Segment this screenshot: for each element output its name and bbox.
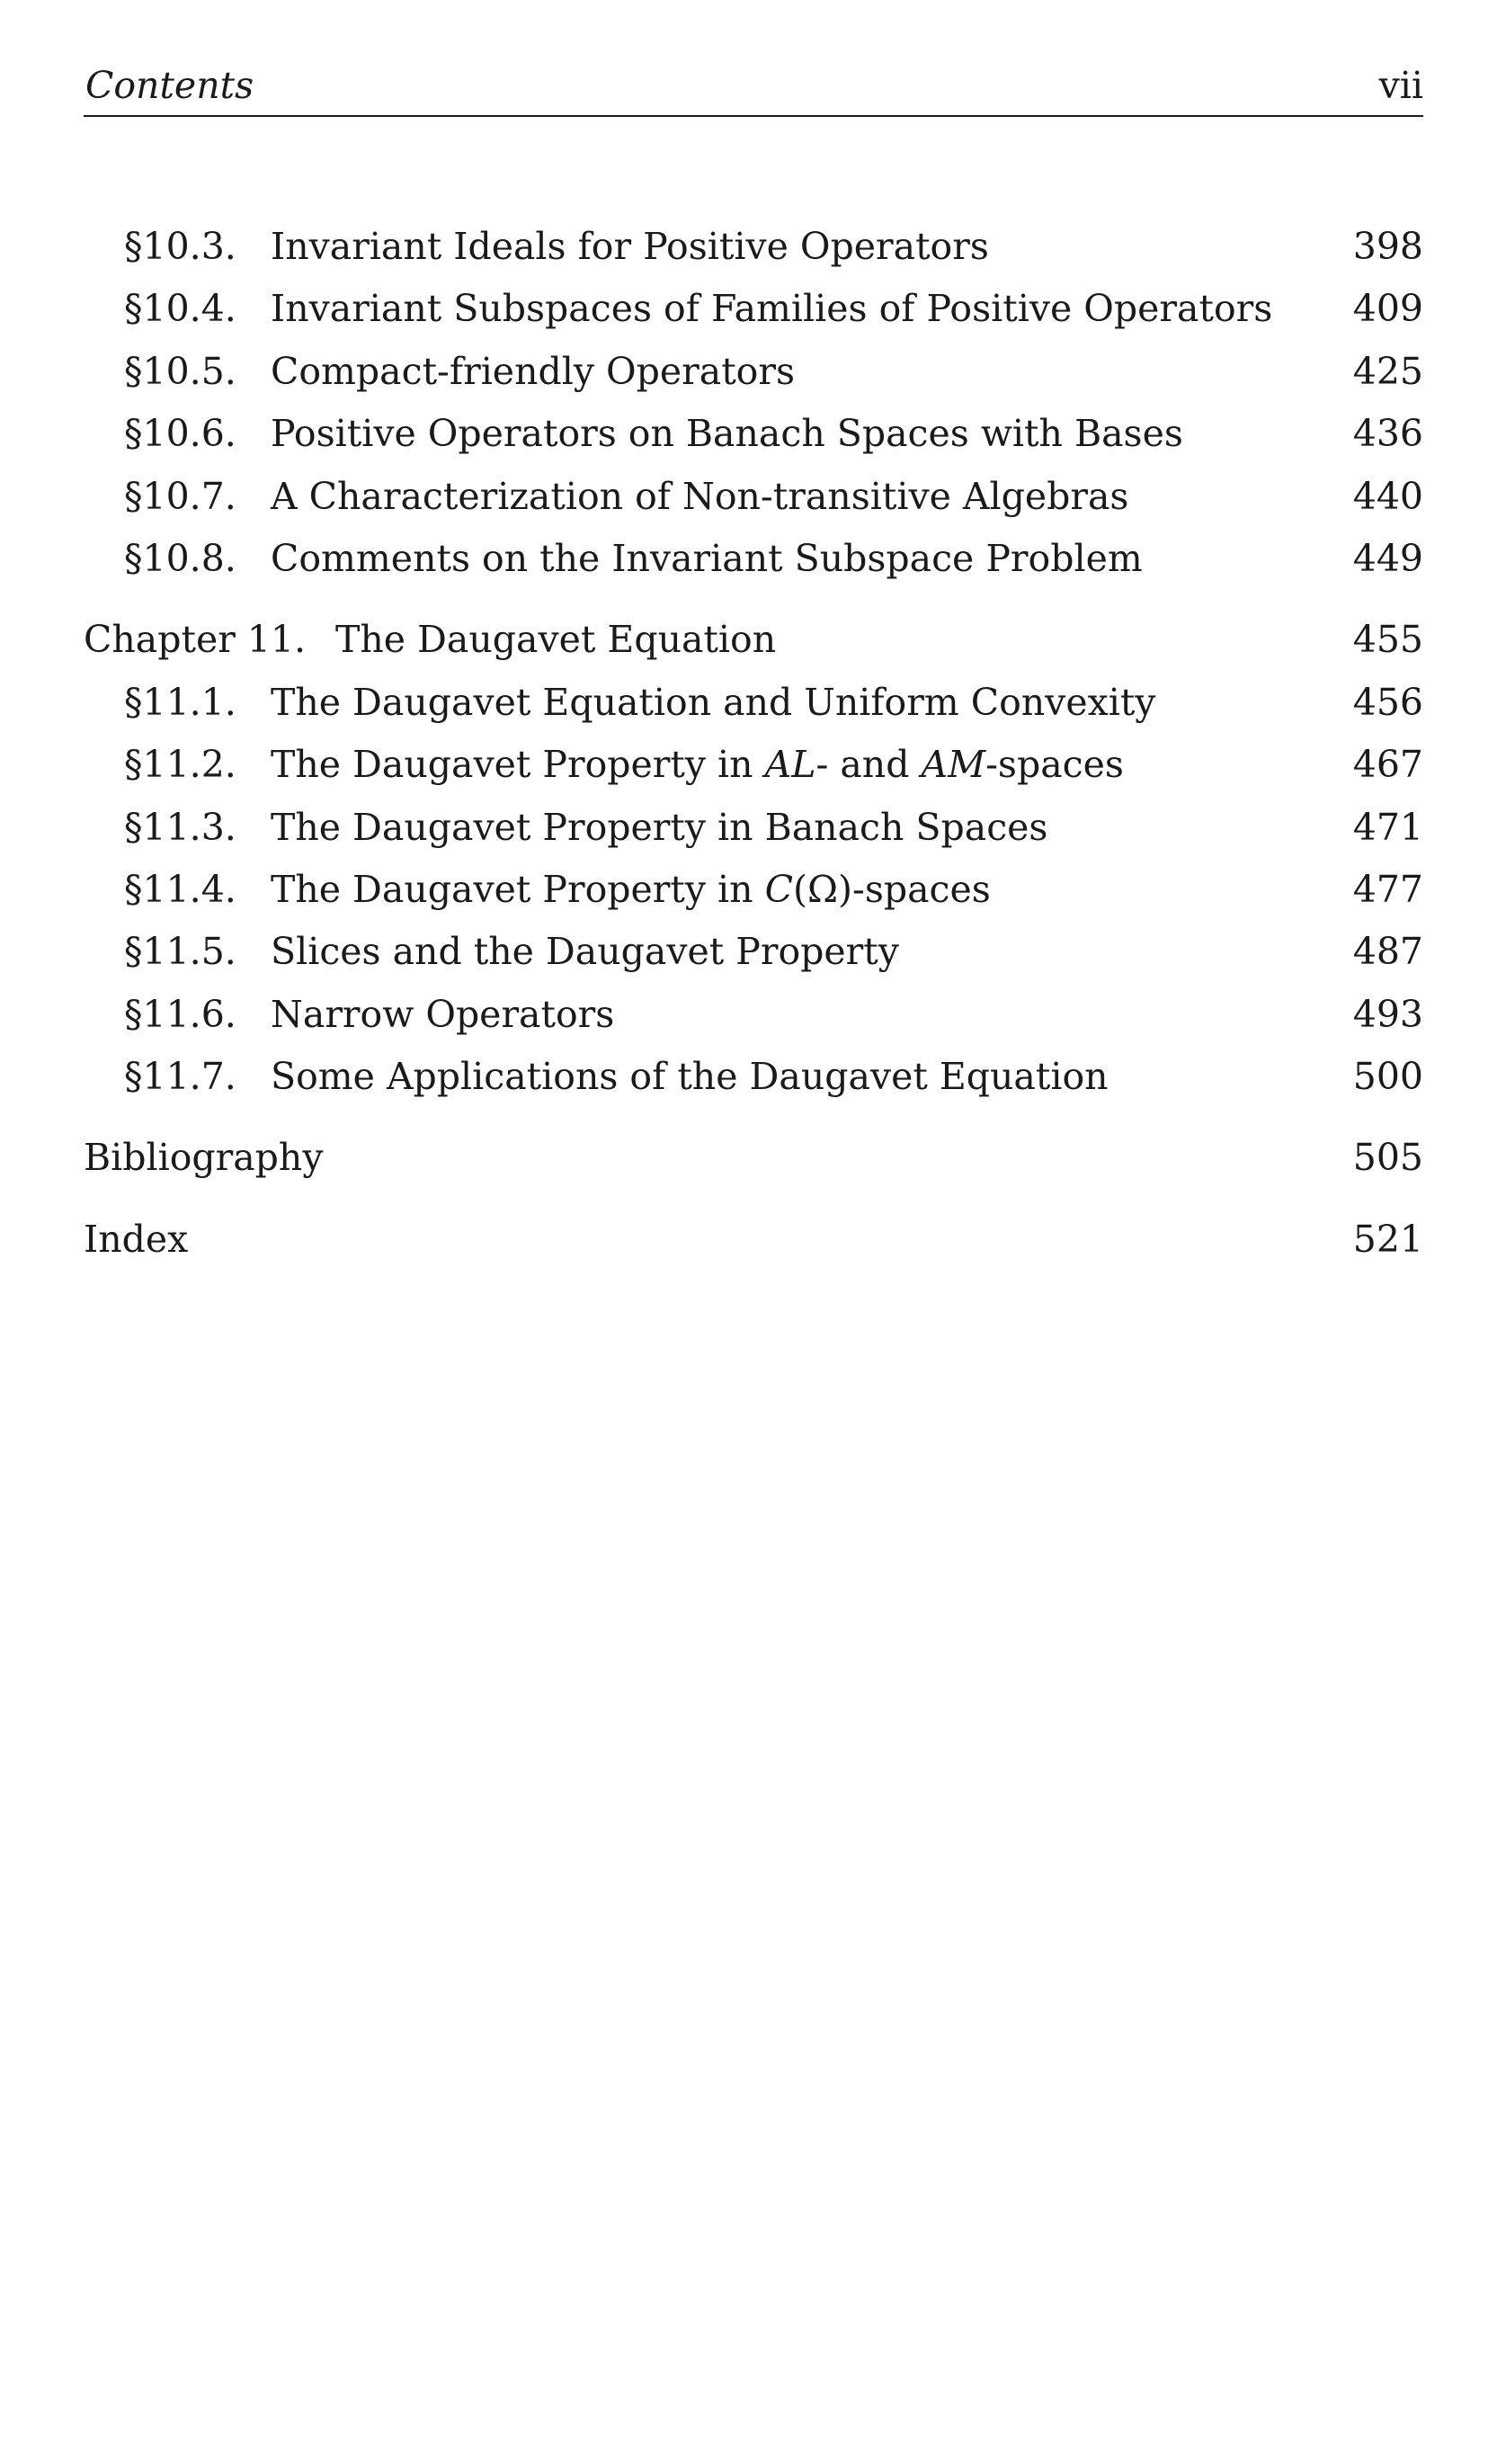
- title-part: The Daugavet Property in: [271, 867, 765, 911]
- section-title: [271, 734, 1124, 796]
- section-number: §10.6.: [124, 412, 236, 456]
- toc-entry-11-2: [84, 734, 1423, 796]
- chapter-label: Chapter 11.: [84, 618, 307, 662]
- section-title: [271, 859, 991, 921]
- title-math-al: AL: [764, 743, 816, 787]
- section-title: Slices and the Daugavet Property: [271, 930, 899, 974]
- title-math-am: AM: [921, 743, 986, 787]
- running-head-page-number: vii: [1378, 64, 1423, 107]
- toc-entry-11-5: [84, 921, 1423, 983]
- section-page: 456: [1352, 680, 1423, 724]
- running-head-title: Contents: [85, 64, 254, 107]
- section-title: A Characterization of Non-transitive Algebras: [271, 474, 1129, 518]
- section-number: §10.4.: [124, 287, 236, 331]
- section-title: The Daugavet Equation and Uniform Convexity: [271, 680, 1156, 724]
- section-title: The Daugavet Property in Banach Spaces: [271, 805, 1048, 849]
- section-title: Invariant Ideals for Positive Operators: [271, 225, 989, 268]
- entry-title: Index: [84, 1217, 189, 1261]
- section-number: §11.7.: [124, 1055, 236, 1099]
- chapter-title: The Daugavet Equation: [335, 618, 777, 662]
- entry-page: 505: [1352, 1136, 1423, 1180]
- section-page: 500: [1352, 1055, 1423, 1099]
- section-title: Invariant Subspaces of Families of Positive Operators: [271, 287, 1273, 331]
- section-number: §11.3.: [124, 805, 236, 849]
- title-part: - and: [815, 743, 922, 787]
- section-number: §11.2.: [124, 743, 236, 787]
- section-title: Compact-friendly Operators: [271, 349, 795, 393]
- running-head: [84, 61, 1423, 117]
- section-title: Some Applications of the Daugavet Equation: [271, 1055, 1109, 1099]
- section-number: §11.1.: [124, 680, 236, 724]
- table-of-contents: [84, 216, 1423, 1271]
- chapter-page: 455: [1352, 618, 1423, 662]
- toc-entry-10-8: [84, 528, 1423, 590]
- section-page: 436: [1352, 412, 1423, 456]
- toc-chapter-11: [84, 609, 1423, 671]
- section-number: §11.6.: [124, 992, 236, 1036]
- toc-entry-10-4: [84, 278, 1423, 340]
- toc-entry-10-3: [84, 216, 1423, 278]
- title-part: (Ω)-spaces: [792, 867, 991, 911]
- section-page: 440: [1352, 474, 1423, 518]
- toc-entry-10-6: [84, 403, 1423, 465]
- toc-index: [84, 1209, 1423, 1271]
- toc-entry-11-1: [84, 672, 1423, 734]
- toc-entry-11-4: [84, 859, 1423, 921]
- section-page: 487: [1352, 930, 1423, 974]
- title-math-c: C: [764, 867, 793, 911]
- toc-entry-11-3: [84, 797, 1423, 859]
- section-page: 477: [1352, 867, 1423, 911]
- section-number: §10.5.: [124, 349, 236, 393]
- section-title: Narrow Operators: [271, 992, 615, 1036]
- entry-page: 521: [1352, 1217, 1423, 1261]
- section-page: 425: [1352, 349, 1423, 393]
- toc-entry-11-6: [84, 984, 1423, 1046]
- toc-entry-10-7: [84, 466, 1423, 528]
- title-part: The Daugavet Property in: [271, 743, 765, 787]
- section-page: 467: [1352, 743, 1423, 787]
- toc-bibliography: [84, 1127, 1423, 1189]
- section-page: 398: [1352, 225, 1423, 268]
- entry-title: Bibliography: [84, 1136, 324, 1180]
- section-title: Positive Operators on Banach Spaces with Bases: [271, 412, 1183, 456]
- toc-entry-10-5: [84, 341, 1423, 403]
- section-page: 493: [1352, 992, 1423, 1036]
- title-part: -spaces: [985, 743, 1124, 787]
- section-page: 409: [1352, 287, 1423, 331]
- section-number: §10.7.: [124, 474, 236, 518]
- section-number: §11.5.: [124, 930, 236, 974]
- section-number: §10.8.: [124, 536, 236, 580]
- toc-entry-11-7: [84, 1046, 1423, 1108]
- section-page: 471: [1352, 805, 1423, 849]
- section-number: §11.4.: [124, 867, 236, 911]
- section-page: 449: [1352, 536, 1423, 580]
- section-title: Comments on the Invariant Subspace Problem: [271, 536, 1143, 580]
- section-number: §10.3.: [124, 225, 236, 268]
